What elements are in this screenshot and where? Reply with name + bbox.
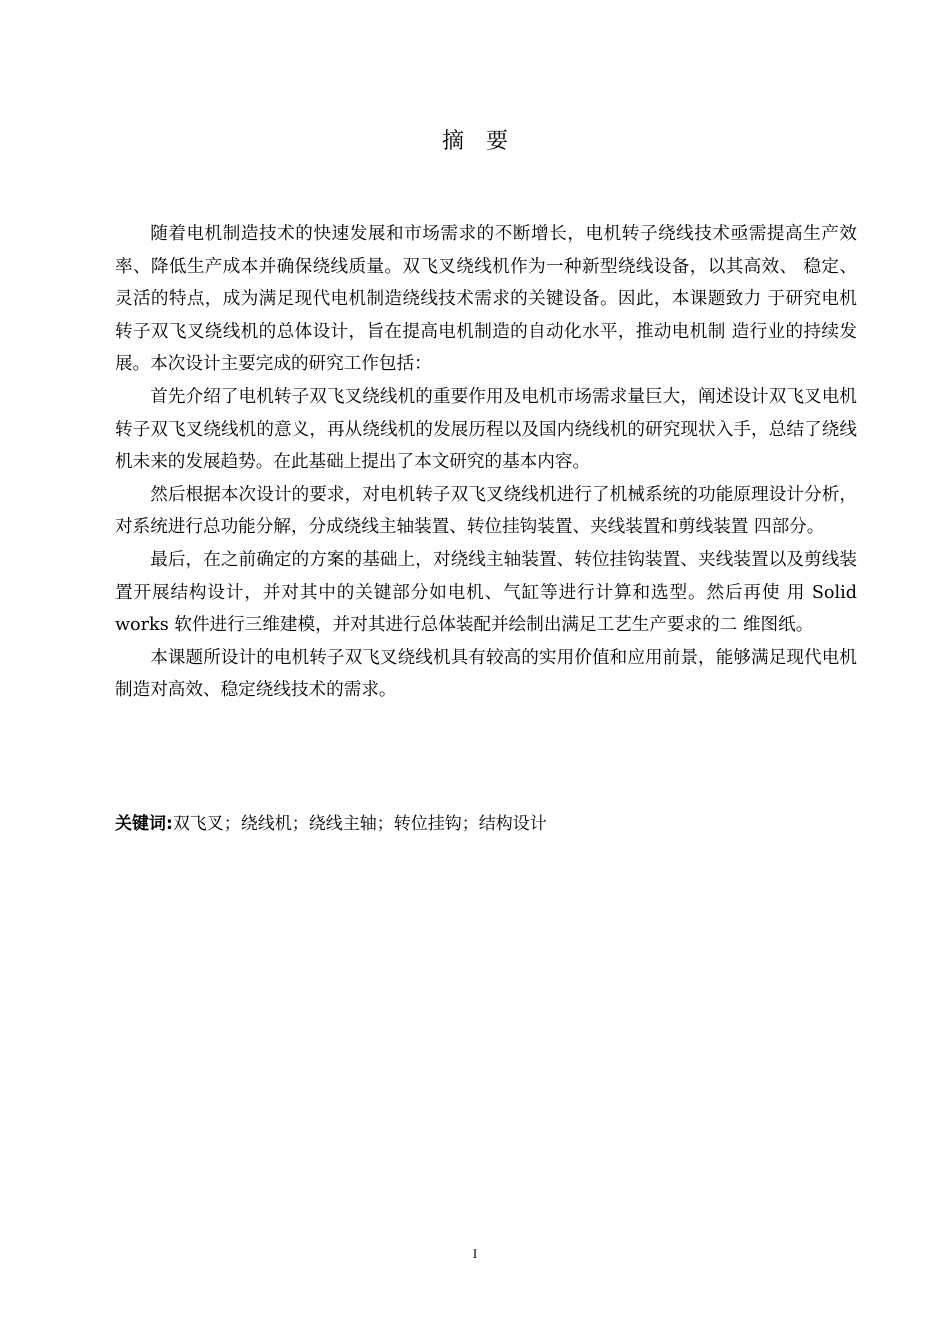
abstract-paragraph: 最后，在之前确定的方案的基础上，对绕线主轴装置、转位挂钩装置、夹线装置以及剪线装置开展结构设计，并对其中的关键部分如电机、气缸等进行计算和选型。然后再使 用 Solid works 软件进行三维建模，并对其进行总体装配并绘制出满足工艺生产要求的二 维图纸。 xyxy=(115,549,857,636)
keywords-line xyxy=(115,810,547,838)
title-char: 摘 xyxy=(441,129,464,154)
abstract-paragraph: 然后根据本次设计的要求，对电机转子双飞叉绕线机进行了机械系统的功能原理设计分析，对系统进行总功能分解，分成绕线主轴装置、转位挂钩装置、夹线装置和剪线装置 四部分。 xyxy=(115,484,857,538)
abstract-paragraph: 随着电机制造技术的快速发展和市场需求的不断增长，电机转子绕线技术亟需提高生产效率、降低生产成本并确保绕线质量。双飞叉绕线机作为一种新型绕线设备，以其高效、 稳定、灵活的特点，成为满足现代电机制造绕线技术需求的关键设备。因此，本课题致力 于研究电机转子双飞叉绕线机的总体设计，旨在提高电机制造的自动化水平，推动电机制 造行业的持续发展。本次设计主要完成的研究工作包括： xyxy=(115,224,857,375)
abstract-body xyxy=(115,218,857,707)
title-char: 要 xyxy=(486,129,509,154)
page-number: I xyxy=(472,1246,478,1261)
abstract-title xyxy=(0,124,950,155)
abstract-paragraph: 首先介绍了电机转子双飞叉绕线机的重要作用及电机市场需求量巨大，阐述设计双飞叉电机转子双飞叉绕线机的意义，再从绕线机的发展历程以及国内绕线机的研究现状入手，总结了绕线机未来的发展趋势。在此基础上提出了本文研究的基本内容。 xyxy=(115,386,857,473)
keywords-label: 关键词: xyxy=(115,814,173,834)
abstract-paragraph: 本课题所设计的电机转子双飞叉绕线机具有较高的实用价值和应用前景，能够满足现代电机制造对高效、稳定绕线技术的需求。 xyxy=(115,647,857,701)
keywords-value: 双飞叉；绕线机；绕线主轴；转位挂钩；结构设计 xyxy=(172,814,547,834)
